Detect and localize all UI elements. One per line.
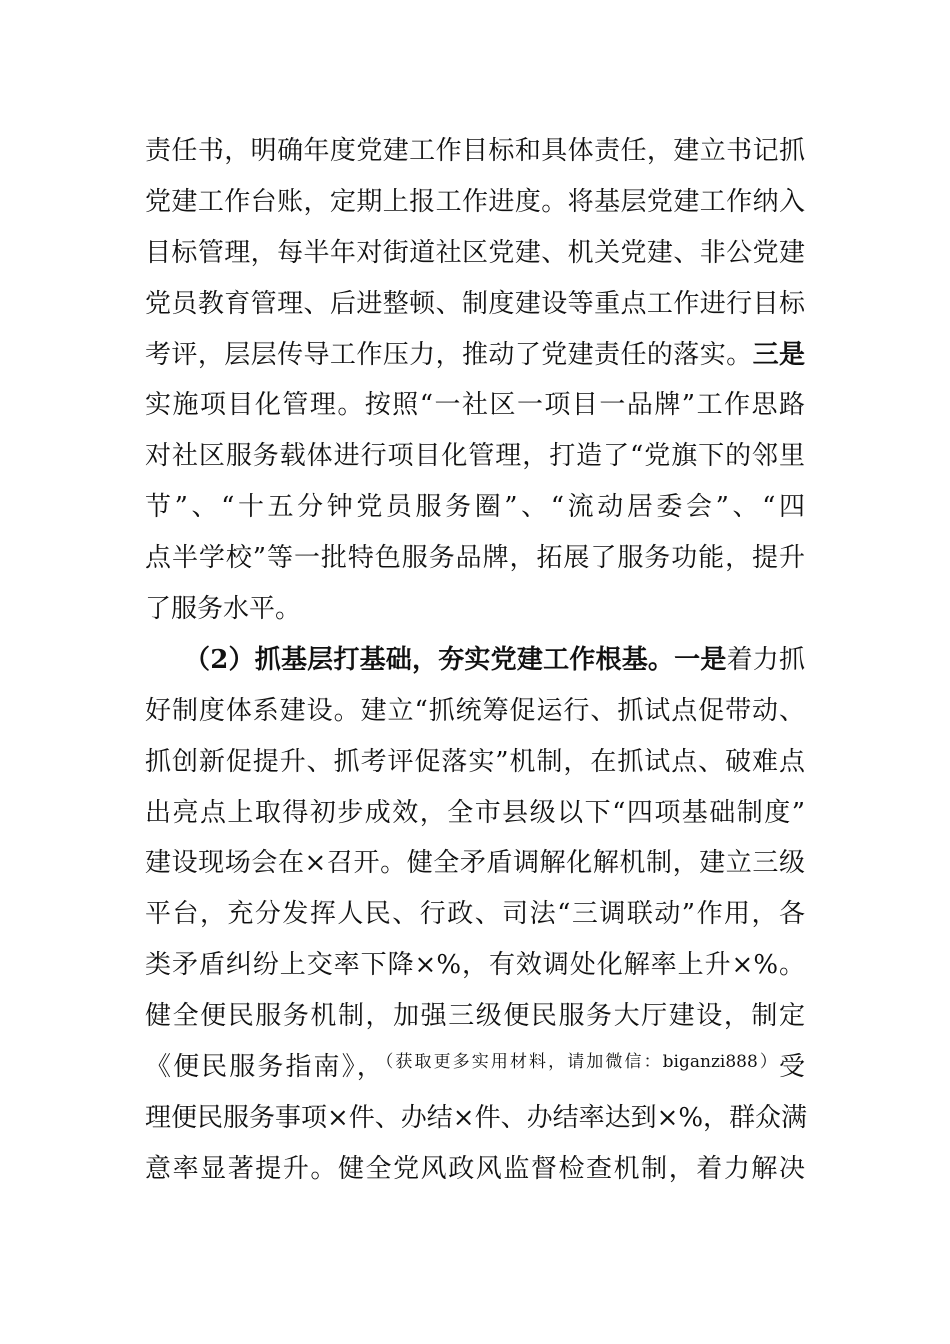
text-span: 好制度体系建设。建立“抓统筹促运行、抓试点促带动、 [145, 695, 805, 726]
text-span: 出亮点上取得初步成效，全市县级以下“四项基础制度” [145, 797, 805, 828]
text-line [145, 533, 805, 584]
text-span: 节”、“十五分钟党员服务圈”、“流动居委会”、“四 [145, 492, 805, 523]
text-line-with-note [145, 1042, 805, 1093]
text-line [145, 788, 805, 839]
text-span: 实施项目化管理。按照“一社区一项目一品牌”工作思路 [145, 390, 805, 421]
text-span: 抓创新促提升、抓考评促落实”机制，在抓试点、破难点 [145, 746, 805, 777]
text-line [145, 737, 805, 788]
text-span: 了服务水平。 [145, 594, 302, 625]
text-line [145, 431, 805, 482]
text-line [145, 482, 805, 533]
text-span: 对社区服务载体进行项目化管理，打造了“党旗下的邻里 [145, 441, 805, 472]
text-line [145, 940, 805, 991]
text-span: 健全便民服务机制，加强三级便民服务大厅建设，制定 [145, 1001, 805, 1032]
text-line [145, 1144, 805, 1195]
text-span: 目标管理，每半年对街道社区党建、机关党建、非公党建 [145, 237, 805, 268]
text-line [145, 991, 805, 1042]
text-span: 受 [778, 1052, 805, 1083]
text-span: 平台，充分发挥人民、行政、司法“三调联动”作用，各 [145, 899, 805, 930]
paragraph-heading-line [145, 635, 805, 686]
text-line [145, 380, 805, 431]
bold-phrase: 三是 [752, 339, 805, 370]
text-line [145, 686, 805, 737]
text-line [145, 838, 805, 889]
text-line [145, 177, 805, 228]
text-span: 着力抓 [726, 644, 805, 675]
watermark-note: （获取更多实用材料，请加微信：biganzi888） [384, 1052, 779, 1073]
text-line [145, 330, 805, 381]
text-span: 党员教育管理、后进整顿、制度建设等重点工作进行目标 [145, 288, 805, 319]
text-span: 意率显著提升。健全党风政风监督检查机制，着力解决 [145, 1153, 805, 1184]
text-span: 建设现场会在×召开。健全矛盾调解化解机制，建立三级 [145, 848, 805, 879]
text-span: 理便民服务事项×件、办结×件、办结率达到×%，群众满 [145, 1102, 808, 1133]
text-span: 《便民服务指南》， [145, 1052, 385, 1083]
text-span: 类矛盾纠纷上交率下降×%，有效调处化解率上升×%。 [145, 950, 805, 981]
text-span: 党建工作台账，定期上报工作进度。将基层党建工作纳入 [145, 186, 805, 217]
text-line [145, 126, 805, 177]
text-line [145, 279, 805, 330]
paragraph-heading: （2）抓基层打基础，夯实党建工作根基。一是 [184, 644, 727, 675]
text-line [145, 584, 805, 635]
text-line [145, 889, 805, 940]
text-line [145, 228, 805, 279]
document-body [145, 126, 808, 1195]
text-span: 考评，层层传导工作压力，推动了党建责任的落实。 [145, 339, 753, 370]
text-line [145, 1093, 808, 1144]
text-span: 点半学校”等一批特色服务品牌，拓展了服务功能，提升 [145, 543, 805, 574]
text-span: 责任书，明确年度党建工作目标和具体责任，建立书记抓 [145, 136, 805, 166]
